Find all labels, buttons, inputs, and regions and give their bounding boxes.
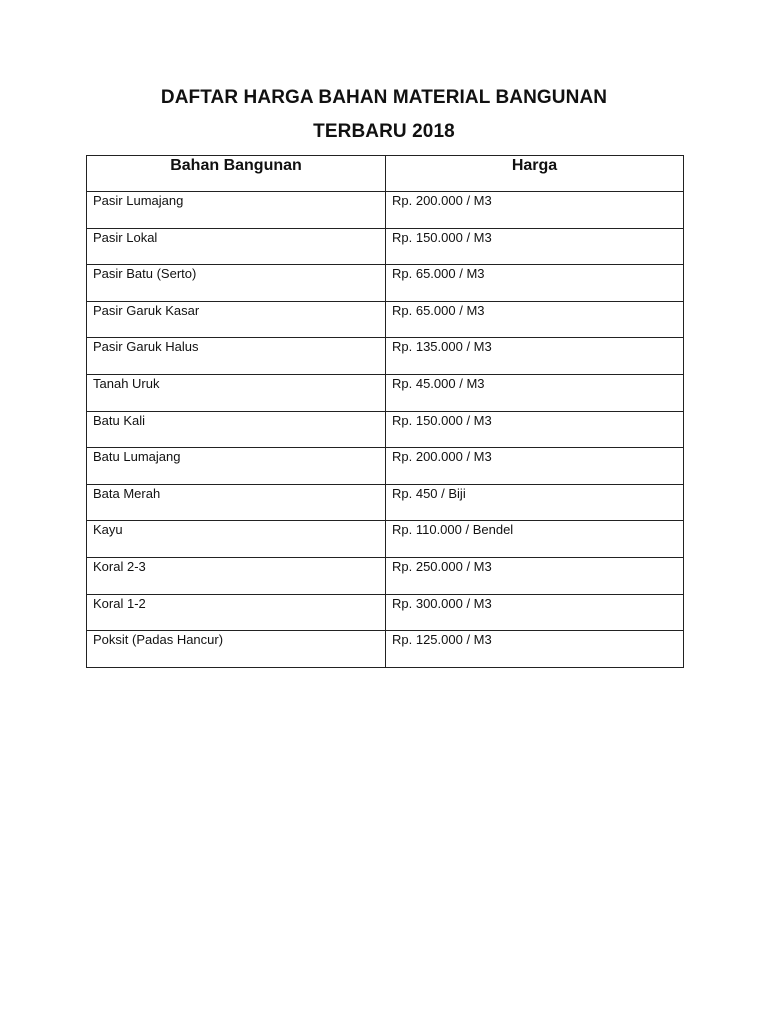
price-cell: Rp. 65.000 / M3 <box>386 301 684 338</box>
material-cell: Tanah Uruk <box>87 374 386 411</box>
price-cell: Rp. 65.000 / M3 <box>386 265 684 302</box>
table-row <box>87 411 684 448</box>
document-subtitle: TERBARU 2018 <box>313 121 455 142</box>
table-row <box>87 338 684 375</box>
price-cell: Rp. 200.000 / M3 <box>386 192 684 229</box>
table-row <box>87 557 684 594</box>
table-row <box>87 631 684 668</box>
price-cell: Rp. 110.000 / Bendel <box>386 521 684 558</box>
material-cell: Pasir Batu (Serto) <box>87 265 386 302</box>
table-row <box>87 228 684 265</box>
material-cell: Batu Lumajang <box>87 448 386 485</box>
price-cell: Rp. 300.000 / M3 <box>386 594 684 631</box>
material-cell: Pasir Garuk Kasar <box>87 301 386 338</box>
price-cell: Rp. 45.000 / M3 <box>386 374 684 411</box>
material-cell: Bata Merah <box>87 484 386 521</box>
table-row <box>87 192 684 229</box>
price-cell: Rp. 250.000 / M3 <box>386 557 684 594</box>
price-cell: Rp. 450 / Biji <box>386 484 684 521</box>
table-row <box>87 374 684 411</box>
material-cell: Koral 1-2 <box>87 594 386 631</box>
table-row <box>87 594 684 631</box>
price-table <box>86 155 684 668</box>
price-cell: Rp. 135.000 / M3 <box>386 338 684 375</box>
column-header-material: Bahan Bangunan <box>87 156 386 192</box>
material-cell: Koral 2-3 <box>87 557 386 594</box>
table-row <box>87 301 684 338</box>
table-row <box>87 265 684 302</box>
table-row <box>87 521 684 558</box>
material-cell: Poksit (Padas Hancur) <box>87 631 386 668</box>
price-cell: Rp. 150.000 / M3 <box>386 411 684 448</box>
table-row <box>87 484 684 521</box>
material-cell: Kayu <box>87 521 386 558</box>
price-cell: Rp. 200.000 / M3 <box>386 448 684 485</box>
material-cell: Batu Kali <box>87 411 386 448</box>
price-cell: Rp. 150.000 / M3 <box>386 228 684 265</box>
material-cell: Pasir Lokal <box>87 228 386 265</box>
material-cell: Pasir Garuk Halus <box>87 338 386 375</box>
table-header-row <box>87 156 684 192</box>
document-title: DAFTAR HARGA BAHAN MATERIAL BANGUNAN <box>160 87 608 108</box>
material-cell: Pasir Lumajang <box>87 192 386 229</box>
column-header-price: Harga <box>386 156 684 192</box>
price-cell: Rp. 125.000 / M3 <box>386 631 684 668</box>
table-row <box>87 448 684 485</box>
